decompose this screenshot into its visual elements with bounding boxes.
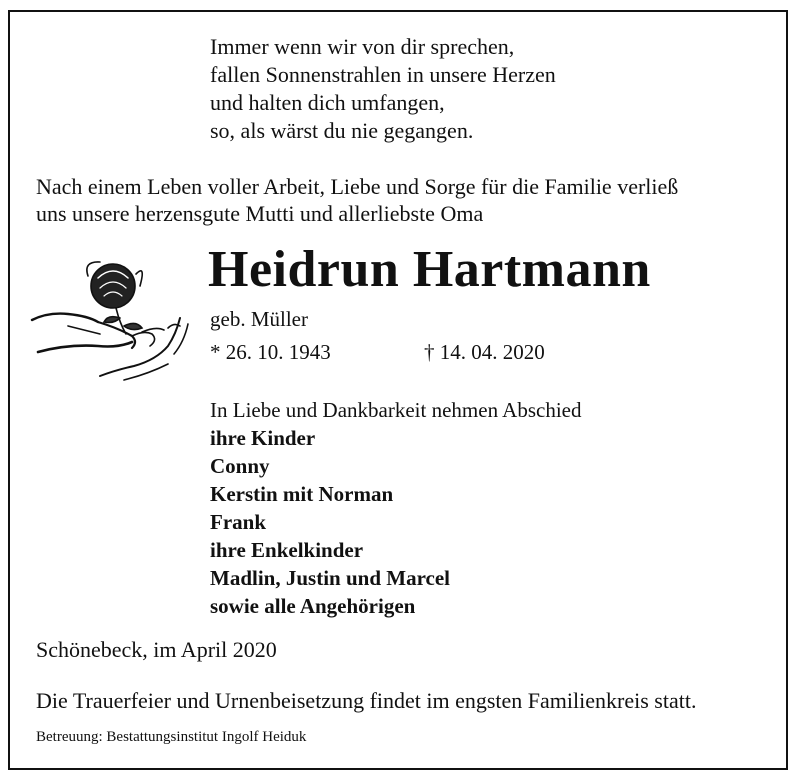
intro-line: Nach einem Leben voller Arbeit, Liebe und Sorge für die Familie verließ bbox=[36, 174, 679, 199]
mourner-line: ihre Kinder bbox=[210, 426, 316, 450]
poem-line: und halten dich umfangen, bbox=[210, 90, 445, 115]
mourner-line: Frank bbox=[210, 510, 267, 534]
birth-date: * 26. 10. 1943 bbox=[210, 340, 331, 364]
rose-in-hands-icon bbox=[28, 256, 198, 396]
poem-line: so, als wärst du nie gegangen. bbox=[210, 118, 474, 143]
birth-name: geb. Müller bbox=[210, 307, 308, 331]
farewell-intro: In Liebe und Dankbarkeit nehmen Abschied bbox=[210, 398, 582, 422]
poem-line: Immer wenn wir von dir sprechen, bbox=[210, 34, 515, 59]
death-date: † 14. 04. 2020 bbox=[424, 340, 545, 364]
mourner-line: Kerstin mit Norman bbox=[210, 482, 394, 506]
mourner-line: ihre Enkelkinder bbox=[210, 538, 364, 562]
ceremony-notice: Die Trauerfeier und Urnenbeisetzung findet im engsten Familienkreis statt. bbox=[36, 688, 697, 713]
deceased-name: Heidrun Hartmann bbox=[208, 241, 651, 298]
intro-line: uns unsere herzensgute Mutti und allerliebste Oma bbox=[36, 201, 484, 226]
mourner-line: Conny bbox=[210, 454, 270, 478]
funeral-service-credit: Betreuung: Bestattungsinstitut Ingolf Heiduk bbox=[36, 729, 307, 745]
mourner-line: sowie alle Angehörigen bbox=[210, 594, 416, 618]
mourner-line: Madlin, Justin und Marcel bbox=[210, 566, 450, 590]
place-date: Schönebeck, im April 2020 bbox=[36, 637, 277, 662]
poem-line: fallen Sonnenstrahlen in unsere Herzen bbox=[210, 62, 556, 87]
